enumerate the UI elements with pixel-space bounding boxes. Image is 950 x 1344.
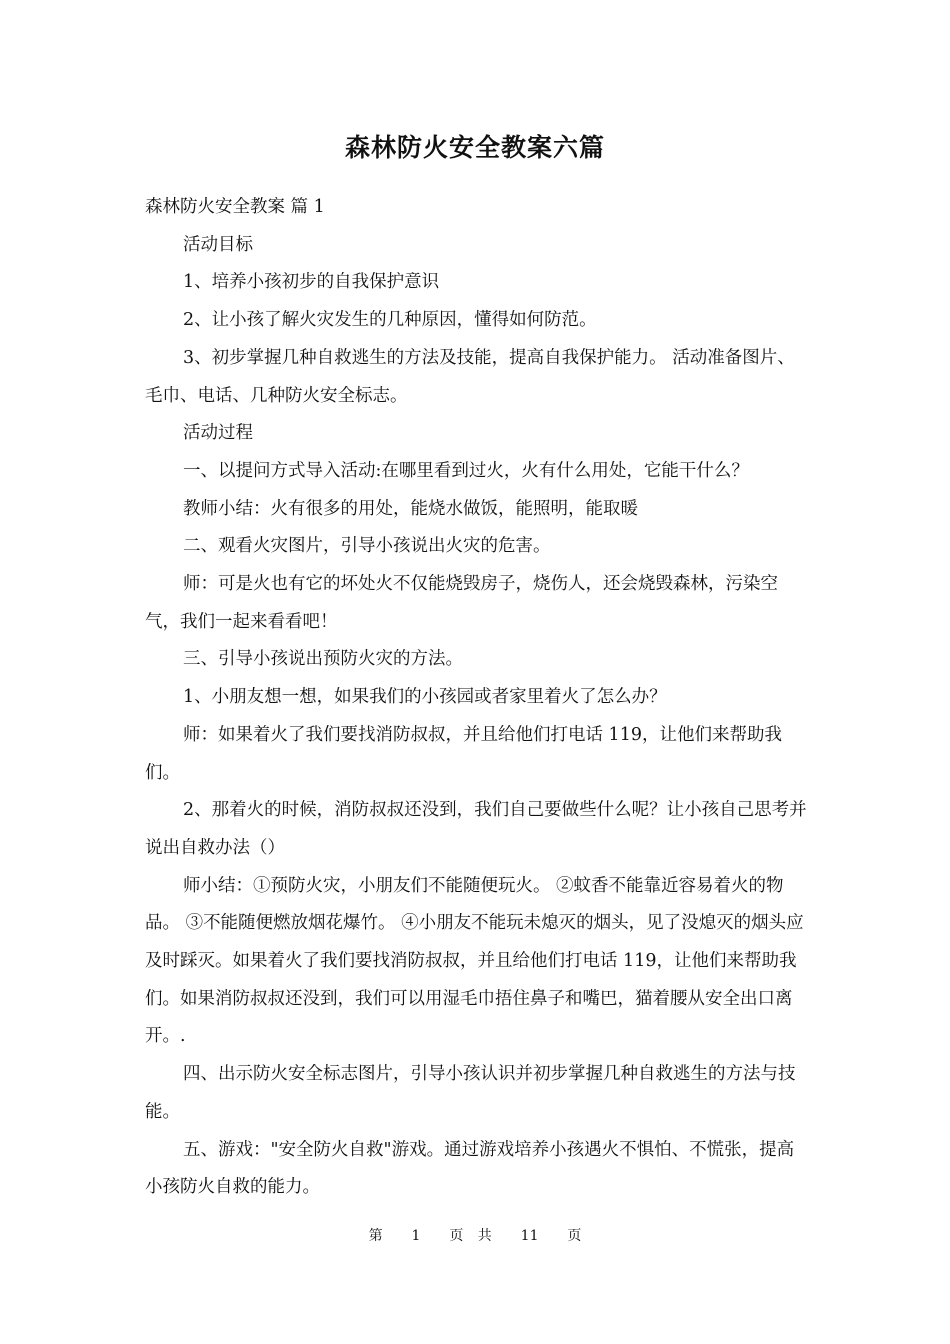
- paragraph: 师：如果着火了我们要找消防叔叔，并且给他们打电话 119，让他们来帮助我们。: [145, 724, 782, 783]
- document-body: [145, 189, 810, 1207]
- paragraph: 五、游戏："安全防火自救"游戏。通过游戏培养小孩遇火不惧怕、不慌张，提高小孩防火自救的能力。: [145, 1139, 795, 1198]
- document-title: 森林防火安全教案六篇: [344, 133, 605, 162]
- paragraph: 师小结：①预防火灾，小朋友们不能随便玩火。 ②蚊香不能靠近容易着火的物品。 ③不能随便燃放烟花爆竹。 ④小朋友不能玩未熄灭的烟头，见了没熄灭的烟头应及时踩灭。如果着火了我们要找消防叔叔，并且给他们打电话 119，让他们来帮助我们。如果消防叔叔还没到，我们可以用湿毛巾捂住鼻子和嘴巴，猫着腰从安全出口离开。.: [145, 875, 804, 1047]
- paragraph: 活动目标: [183, 234, 253, 255]
- page-footer: 第 1 页 共 11 页: [368, 1228, 582, 1244]
- paragraph: 三、引导小孩说出预防火灾的方法。: [183, 649, 463, 670]
- paragraph: 3、初步掌握几种自救逃生的方法及技能，提高自我保护能力。 活动准备图片、毛巾、电话、几种防火安全标志。: [145, 347, 795, 406]
- paragraph: 四、出示防火安全标志图片，引导小孩认识并初步掌握几种自救逃生的方法与技能。: [145, 1064, 796, 1122]
- paragraph: 一、以提问方式导入活动:在哪里看到过火，火有什么用处，它能干什么？: [183, 460, 749, 481]
- paragraph: 1、小朋友想一想，如果我们的小孩园或者家里着火了怎么办？: [183, 687, 667, 708]
- paragraph: 1、培养小孩初步的自我保护意识: [183, 272, 440, 293]
- paragraph: 教师小结：火有很多的用处，能烧水做饭，能照明，能取暖: [183, 498, 638, 519]
- paragraph: 师：可是火也有它的坏处火不仅能烧毁房子，烧伤人，还会烧毁森林，污染空气，我们一起来看看吧！: [145, 574, 778, 632]
- paragraph: 2、让小孩了解火灾发生的几种原因，懂得如何防范。: [183, 310, 597, 331]
- section-heading: 森林防火安全教案 篇 1: [145, 197, 325, 217]
- paragraph: 活动过程: [183, 423, 253, 444]
- paragraph: 二、观看火灾图片，引导小孩说出火灾的危害。: [183, 536, 551, 557]
- paragraph: 2、那着火的时候，消防叔叔还没到，我们自己要做些什么呢？让小孩自己思考并说出自救办法（）: [145, 800, 807, 858]
